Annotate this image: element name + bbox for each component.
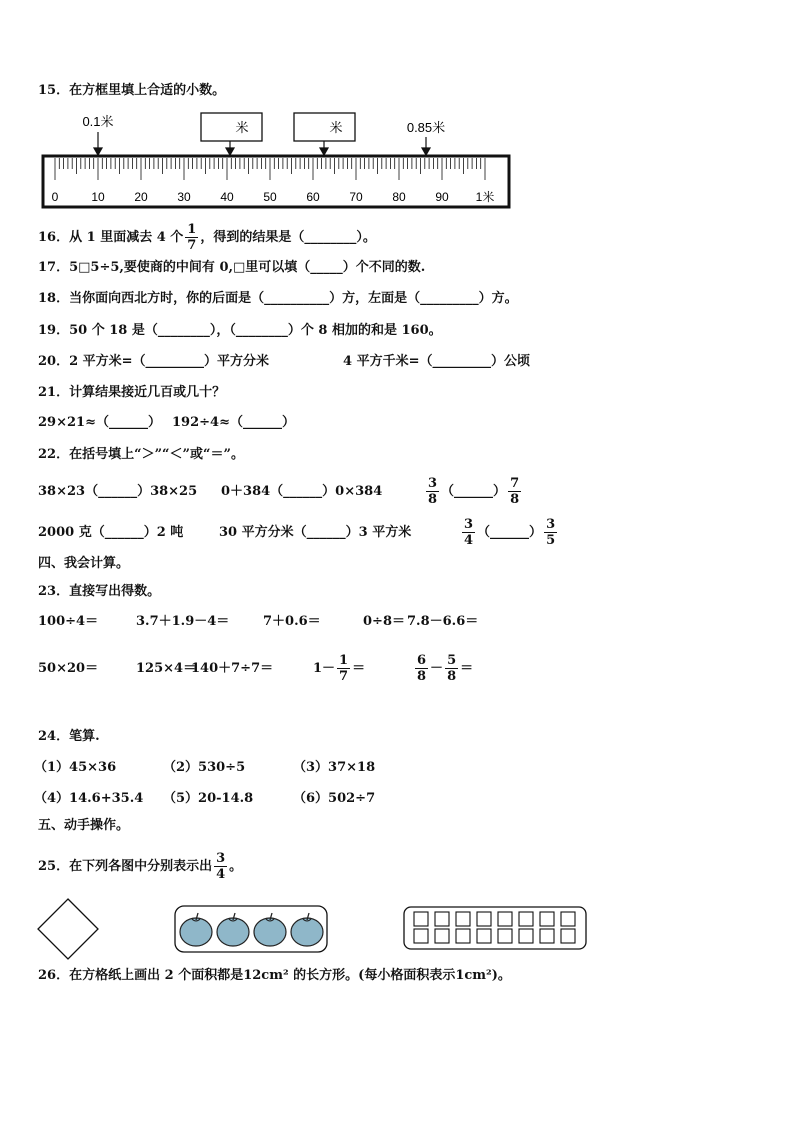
- q23-label: 23．直接写出得数。: [38, 584, 161, 599]
- ruler-figure: [40, 108, 515, 211]
- q23-e5: 7.8－6.6＝: [407, 614, 479, 629]
- grid-cell: [498, 912, 512, 926]
- grid-cell: [456, 929, 470, 943]
- q22-r1b: 0＋384（______）0×384: [221, 484, 383, 499]
- section-5-heading: 五、动手操作。: [38, 818, 130, 833]
- q22-r1a: 38×23（______）38×25: [38, 484, 198, 499]
- ruler-mark-left: 0.1米: [82, 114, 114, 129]
- q24-item-1: （1）45×36: [34, 760, 117, 775]
- q21-b: 192÷4≈（______）: [172, 415, 295, 430]
- q22-r2c: $\frac{3}{4}$ （______） $\frac{3}{5}$: [464, 517, 556, 548]
- diamond-shape[interactable]: [36, 897, 100, 961]
- q15-label: 15．在方框里填上合适的小数。: [38, 83, 226, 98]
- q22-r2b: 30 平方分米（______）3 平方米: [219, 525, 412, 540]
- grid-cell: [498, 929, 512, 943]
- q21-label: 21．计算结果接近几百或几十？: [38, 385, 226, 400]
- grid-cell: [435, 929, 449, 943]
- q26: 26．在方格纸上画出 2 个面积都是12cm² 的长方形。(每小格面积表示1cm²)。: [38, 968, 511, 983]
- apple-group[interactable]: [174, 905, 328, 953]
- q23-e4: 0÷8＝: [363, 614, 405, 629]
- ruler-label: 60: [306, 190, 320, 204]
- q24-item-5: （5）20-14.8: [163, 791, 254, 806]
- ruler-label: 80: [392, 190, 406, 204]
- grid-cell: [435, 912, 449, 926]
- grid-cell: [561, 912, 575, 926]
- q18: 18．当你面向西北方时，你的后面是（__________）方，左面是（_________）方。: [38, 291, 518, 306]
- answer-box-1-unit: 米: [235, 120, 249, 135]
- q17: 17．5□5÷5,要使商的中间有 0,□里可以填（_____）个不同的数.: [38, 260, 426, 275]
- q23-e2: 3.7＋1.9－4＝: [136, 614, 230, 629]
- q20-b: 4 平方千米=（_________）公顷: [343, 354, 530, 369]
- q16-fraction: $\frac{1}{7}$: [187, 222, 197, 253]
- grid-cell: [540, 912, 554, 926]
- q16: [38, 222, 376, 253]
- q25-fraction: $\frac{3}{4}$: [216, 851, 226, 882]
- q23-e9: 1－ $\frac{1}{7}$ ＝: [313, 653, 366, 684]
- ruler-label: 90: [435, 190, 449, 204]
- ruler-label: 1米: [475, 190, 495, 204]
- q22-label: 22．在括号填上“＞”“＜”或“＝”。: [38, 447, 244, 462]
- answer-box-2[interactable]: [294, 113, 355, 141]
- q24-item-2: （2）530÷5: [163, 760, 246, 775]
- q22-r1c: $\frac{3}{8}$ （______） $\frac{7}{8}$: [428, 476, 520, 507]
- q24-item-3: （3）37×18: [293, 760, 376, 775]
- q23-e8: 140＋7÷7＝: [191, 661, 274, 676]
- q24-label: 24．笔算.: [38, 729, 100, 744]
- ruler-label: 70: [349, 190, 363, 204]
- ruler-label: 10: [91, 190, 105, 204]
- ruler-mark-right: 0.85米: [406, 120, 446, 135]
- grid-cell: [519, 929, 533, 943]
- q16-before: 16．从 1 里面减去 4 个: [38, 230, 184, 245]
- grid-cell: [477, 912, 491, 926]
- ruler-label: 40: [220, 190, 234, 204]
- q16-after: ，得到的结果是（________）。: [200, 230, 376, 245]
- q23-e7: 125×4＝: [136, 661, 197, 676]
- q23-e10: $\frac{6}{8}$ － $\frac{5}{8}$ ＝: [417, 653, 474, 684]
- q23-e3: 7＋0.6＝: [263, 614, 321, 629]
- section-4-heading: 四、我会计算。: [38, 556, 130, 571]
- ruler-label: 20: [134, 190, 148, 204]
- q23-e1: 100÷4＝: [38, 614, 99, 629]
- ruler-label: 50: [263, 190, 277, 204]
- square-grid[interactable]: [403, 906, 587, 950]
- grid-cell: [540, 929, 554, 943]
- grid-cell: [519, 912, 533, 926]
- ruler-label: 0: [51, 190, 59, 204]
- q20-a: 20．2 平方米=（_________）平方分米: [38, 354, 270, 369]
- q22-r2a: 2000 克（______）2 吨: [38, 525, 184, 540]
- grid-cell: [561, 929, 575, 943]
- answer-box-1[interactable]: [201, 113, 262, 141]
- q24-item-6: （6）502÷7: [293, 791, 376, 806]
- q25: 25．在下列各图中分别表示出 $\frac{3}{4}$ 。: [38, 851, 243, 882]
- grid-cell: [477, 929, 491, 943]
- answer-box-2-unit: 米: [329, 120, 343, 135]
- q21-a: 29×21≈（______）: [38, 415, 161, 430]
- q24-item-4: （4）14.6+35.4: [34, 791, 144, 806]
- q23-e6: 50×20＝: [38, 661, 99, 676]
- grid-cell: [456, 912, 470, 926]
- q19: 19．50 个 18 是（________），（________）个 8 相加的和是 160。: [38, 323, 442, 338]
- grid-cell: [414, 929, 428, 943]
- grid-cell: [414, 912, 428, 926]
- ruler-label: 30: [177, 190, 191, 204]
